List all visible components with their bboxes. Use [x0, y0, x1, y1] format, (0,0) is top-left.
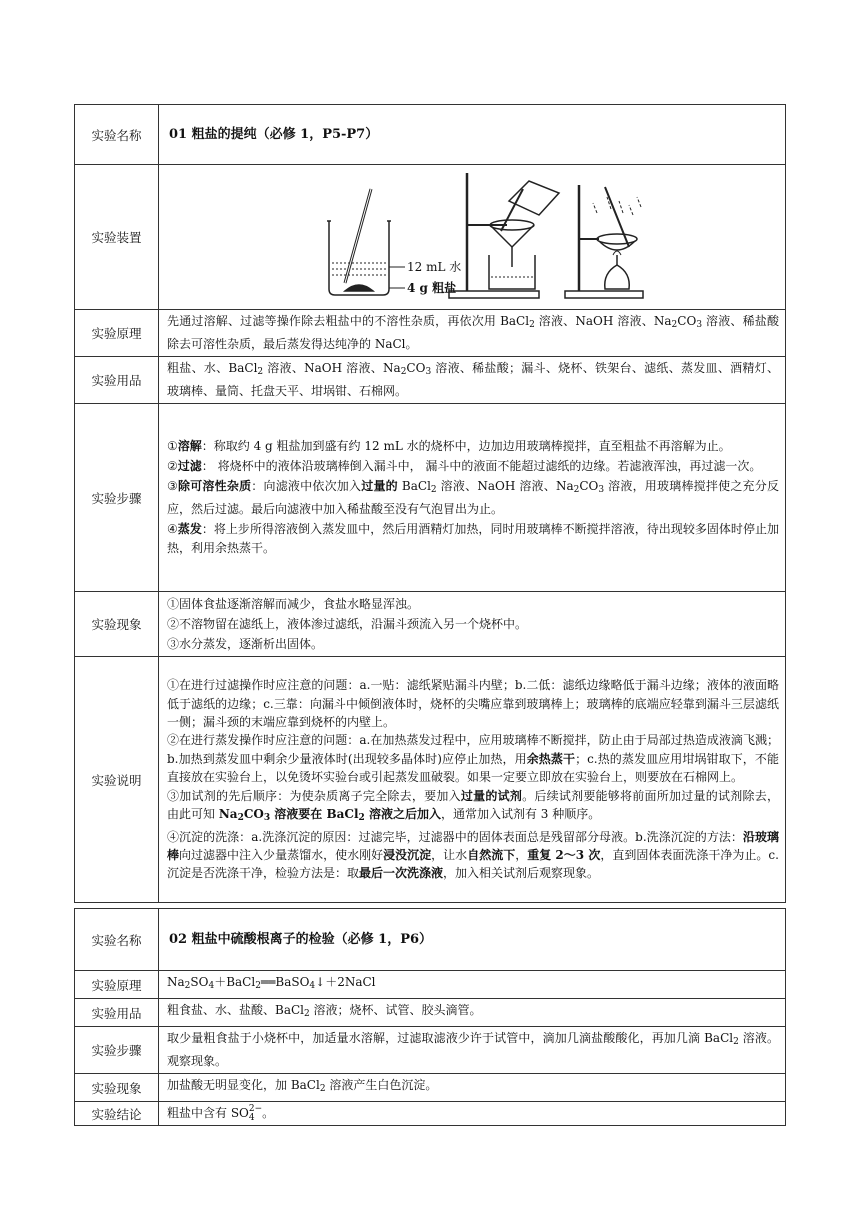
experiment-title: 01 粗盐的提纯（必修 1，P5-P7）: [159, 105, 786, 165]
label-principle: 实验原理: [75, 310, 159, 357]
text-run: ②: [167, 459, 178, 473]
text-run: ＋BaCl: [214, 975, 256, 989]
supplies-text: [159, 357, 786, 404]
step-2: [167, 457, 779, 476]
text-run: ，让水: [431, 847, 468, 862]
bold-text-run: 最后一次洗涤液: [359, 866, 444, 881]
text-run: ①: [167, 439, 178, 453]
phenomenon-2: ②不溶物留在滤纸上，液体渗过滤纸，沿漏斗颈流入另一个烧杯中。: [167, 617, 528, 631]
notes-list: [159, 657, 786, 903]
label-steps-2: 实验步骤: [75, 1027, 159, 1074]
text-run: ：向滤液中依次加入: [251, 479, 362, 493]
text-run: 向过滤器中注入少量蒸馏水，使水刚好: [179, 847, 384, 862]
text-run: 溶液；烧杯、试管、胶头滴管。: [309, 1003, 482, 1017]
bold-text-run: 过量的: [361, 479, 398, 493]
apparatus-illustration: [167, 167, 793, 301]
phenomenon-1: ①固体食盐逐渐溶解而减少，食盐水略显浑浊。: [167, 597, 420, 611]
text-run: CO: [677, 314, 697, 328]
step-3: [167, 477, 779, 519]
supplies-text-2: [159, 999, 786, 1027]
bold-text-run: 过滤: [177, 459, 202, 473]
bold-text-run: 溶液之后加入: [364, 807, 441, 822]
bold-text-run: CO: [243, 807, 264, 822]
text-run: ④沉淀的洗涤：a.洗涤沉淀的原因：过滤完毕，过滤器中的固体表面总是残留部分母液。b.洗涤沉淀的方法：: [167, 829, 743, 844]
text-run: 粗食盐、水、盐酸、BaCl: [167, 1003, 304, 1017]
bold-subscript: 2: [237, 813, 244, 824]
bold-text-run: 溶解: [177, 439, 202, 453]
subscript: 2: [184, 981, 191, 991]
text-run: 加盐酸无明显变化，加 BaCl: [167, 1078, 320, 1092]
label-phenomena: 实验现象: [75, 592, 159, 657]
experiment-table-2: [74, 908, 786, 1126]
text-run: 溶液、NaOH 溶液、Na: [436, 479, 574, 493]
label-experiment-name: 实验名称: [75, 105, 159, 165]
subscript: 2: [430, 485, 437, 495]
bold-text-run: 过量的试剂: [460, 788, 523, 803]
subscript: 2: [257, 367, 264, 377]
note-1: [167, 676, 779, 731]
text-run: ↓＋2NaCl: [315, 975, 376, 989]
steps-text-2: [159, 1027, 786, 1074]
phenomena-list: [159, 592, 786, 657]
subscript: 3: [598, 485, 605, 495]
figure-label-water: 12 mL 水: [407, 260, 462, 274]
principle-equation: [159, 971, 786, 999]
label-notes: 实验说明: [75, 657, 159, 903]
phenomenon-3: ③水分蒸发，逐渐析出固体。: [167, 637, 324, 651]
text-run: ③加试剂的先后顺序：为使杂质离子完全除去，要加入: [167, 788, 461, 803]
bold-text-run: Na: [218, 807, 238, 822]
bold-text-run: 除可溶性杂质: [177, 479, 252, 493]
subscript: 2: [319, 1084, 326, 1094]
text-run: 溶液产生白色沉淀。: [325, 1078, 438, 1092]
bold-text-run: 蒸发: [177, 522, 202, 536]
note-3: [167, 787, 779, 828]
text-run: ，加入相关试剂后观察现象。: [443, 866, 600, 881]
subscript: 4: [208, 981, 215, 991]
text-run: ②在进行蒸发操作时应注意的问题：a.在加热蒸发过程中，应用玻璃棒不断搅拌，防止由于局部过热造成液滴飞溅；b.加热到蒸发皿中剩余少量液体时(出现较多晶体时)应停止加热，用: [167, 733, 779, 766]
text-run: ，通常加入试剂有 3 种顺序。: [440, 807, 601, 822]
text-run: ： 将烧杯中的液体沿玻璃棒倒入漏斗中， 漏斗中的液面不能超过滤纸的边缘。若滤液浑浊，再过滤一次。: [201, 459, 762, 473]
sulfate-ion-scripts: [249, 1105, 262, 1123]
text-run: 粗盐、水、BaCl: [167, 361, 258, 375]
subscript: 2: [255, 981, 261, 991]
subscript: 3: [425, 367, 432, 377]
text-run: SO: [190, 975, 209, 989]
subscript: 2: [529, 320, 535, 330]
text-run: 取少量粗食盐于小烧杯中，加适量水溶解，过滤取滤液少许于试管中，滴加几滴盐酸酸化，再加几滴 BaCl: [167, 1031, 734, 1045]
text-run: ：称取约 4 g 粗盐加到盛有约 12 mL 水的烧杯中，边加边用玻璃棒搅拌，直至粗盐不再溶解为止。: [201, 439, 731, 453]
step-4: [167, 520, 779, 558]
bold-text-run: 浸没沉淀: [383, 847, 432, 862]
label-steps: 实验步骤: [75, 404, 159, 592]
sulfate-subscript: 4: [248, 1113, 255, 1123]
note-2: [167, 731, 779, 786]
bold-subscript: 3: [263, 813, 271, 824]
sulfate-charge: 2−: [248, 1104, 263, 1114]
principle-text: [159, 310, 786, 357]
label-supplies: 实验用品: [75, 357, 159, 404]
text-run: ，: [515, 847, 528, 862]
beaker-dissolve-figure: [327, 189, 405, 295]
text-run: 溶液，用玻璃棒搅拌使之充分反应，然后过滤。最后向滤液中加入稀盐酸至没有气泡冒出为止。: [167, 479, 779, 516]
label-principle-2: 实验原理: [75, 971, 159, 999]
label-supplies-2: 实验用品: [75, 999, 159, 1027]
text-run: ，直到固体表面洗涤干净为止。c.沉淀是否洗涤干净，检验方法是：取: [167, 847, 779, 881]
bold-text-run: 溶液要在 BaCl: [270, 807, 359, 822]
text-run: ══BaSO: [260, 975, 310, 989]
conclusion-main: 粗盐中含有 SO: [167, 1106, 249, 1120]
bold-text-run: 沿玻璃棒: [167, 829, 779, 862]
bold-text-run: 余热蒸干: [526, 751, 576, 766]
experiment-table-1: [74, 104, 786, 903]
text-run: 溶液、NaOH 溶液、Na: [534, 314, 672, 328]
phenomena-text-2: [159, 1074, 786, 1102]
bold-text-run: 自然流下: [467, 847, 516, 862]
text-run: ③: [167, 479, 178, 493]
conclusion-end: 。: [262, 1106, 275, 1120]
subscript: 2: [573, 485, 580, 495]
text-run: 溶液、NaOH 溶液、Na: [263, 361, 401, 375]
text-run: ：将上步所得溶液倒入蒸发皿中，然后用酒精灯加热，同时用玻璃棒不断搅拌溶液，待出现较多固体时停止加热，利用余热蒸干。: [167, 522, 779, 555]
subscript: 3: [696, 320, 703, 330]
text-run: 溶液、稀盐酸；漏斗、烧杯、铁架台、滤纸、蒸发皿、酒精灯、玻璃棒、量筒、托盘天平、坩埚钳、石棉网。: [167, 361, 779, 398]
text-run: BaCl: [397, 479, 431, 493]
label-conclusion-2: 实验结论: [75, 1102, 159, 1126]
text-run: ；c.热的蒸发皿应用坩埚钳取下，不能直接放在实验台上，以免烫坏实验台或引起蒸发皿破裂。如果一定要立即放在实验台上，则要放在石棉网上。: [167, 751, 779, 785]
text-run: ④: [167, 522, 178, 536]
subscript: 2: [671, 320, 678, 330]
text-run: 溶液。观察现象。: [167, 1031, 779, 1068]
text-run: CO: [579, 479, 599, 493]
label-phenomena-2: 实验现象: [75, 1074, 159, 1102]
text-run: 。后续试剂要能够将前面所加过量的试剂除去，由此可知: [167, 788, 779, 822]
subscript: 2: [733, 1037, 739, 1047]
figure-label-salt: 4 g 粗盐: [407, 281, 457, 295]
bold-subscript: 2: [358, 813, 365, 824]
step-1: [167, 437, 779, 456]
text-run: CO: [406, 361, 426, 375]
note-4: [167, 828, 779, 883]
experiment-title-2: 02 粗盐中硫酸根离子的检验（必修 1，P6）: [159, 909, 786, 971]
label-apparatus: 实验装置: [75, 165, 159, 310]
steps-list: [159, 404, 786, 592]
bold-text-run: 重复 2～3 次: [527, 847, 601, 862]
subscript: 2: [304, 1009, 310, 1019]
text-run: Na: [167, 975, 185, 989]
subscript: 2: [400, 367, 407, 377]
text-run: ①在进行过滤操作时应注意的问题：a.一贴：滤纸紧贴漏斗内壁；b.二低：滤纸边缘略低于漏斗边缘；液体的液面略低于滤纸的边缘；c.三靠：向漏斗中倾倒液体时，烧杯的尖嘴应靠到玻璃棒上；玻璃棒的底端应轻靠到漏斗三层滤纸一侧；漏斗颈的末端应靠到烧杯的内壁上。: [167, 678, 779, 730]
apparatus-figure: [159, 165, 786, 310]
text-run: 先通过溶解、过滤等操作除去粗盐中的不溶性杂质，再依次用 BaCl: [167, 314, 530, 328]
subscript: 4: [309, 981, 316, 991]
conclusion-text: [159, 1102, 786, 1126]
text-run: 溶液、稀盐酸除去可溶性杂质，最后蒸发得达纯净的 NaCl。: [167, 314, 779, 351]
label-experiment-name-2: 实验名称: [75, 909, 159, 971]
filtration-figure: [449, 173, 559, 298]
evaporation-figure: [565, 185, 643, 298]
